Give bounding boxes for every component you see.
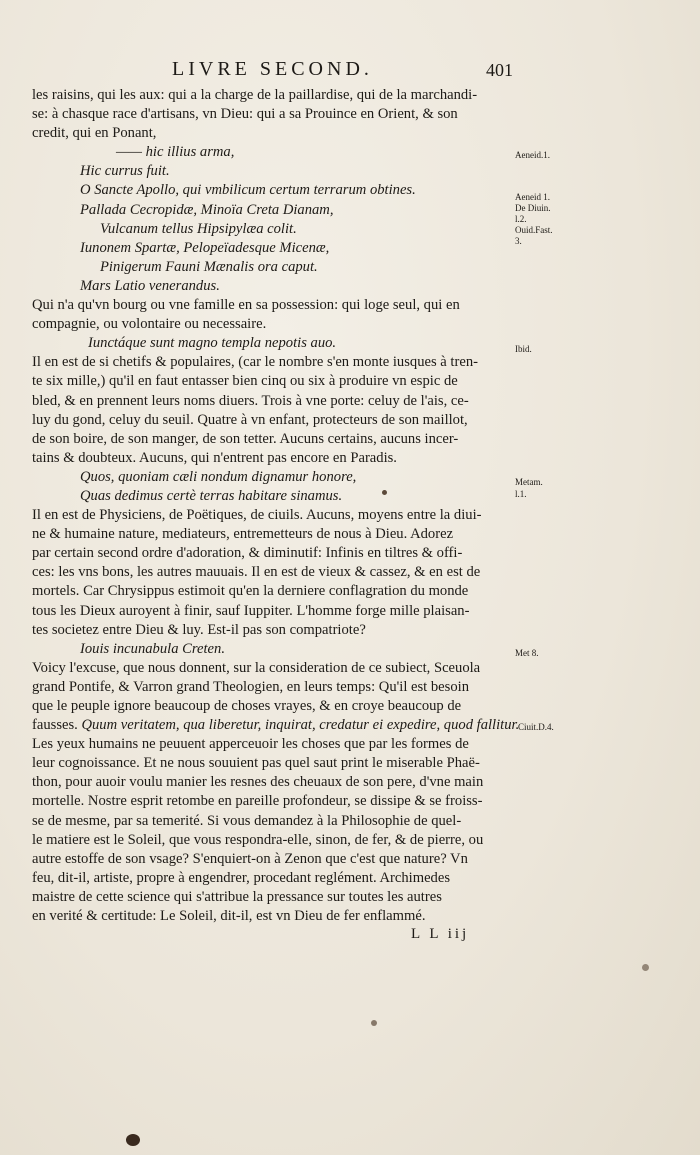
page-header bbox=[0, 58, 700, 84]
text-line: par certain second ordre d'adoration, & diminutif: Infinis en tiltres & offi- bbox=[32, 545, 463, 562]
text-line: Il en est de si chetifs & populaires, (car le nombre s'en monte iusques à tren- bbox=[32, 354, 478, 371]
text-line: compagnie, ou volontaire ou necessaire. bbox=[32, 316, 267, 333]
text-line: luy du gond, celuy du seuil. Quatre à vn enfant, protecteurs de son maillot, bbox=[32, 411, 468, 428]
text-line: ne & humaine nature, mediateurs, entremetteurs de nous à Dieu. Adorez bbox=[32, 526, 454, 543]
text-line: credit, qui en Ponant, bbox=[32, 125, 157, 142]
latin-quote-line: —— hic illius arma, bbox=[116, 144, 235, 161]
page-number: 401 bbox=[486, 60, 513, 80]
text-line: tous les Dieux auroyent à finir, sauf Iuppiter. L'homme forge mille plaisan- bbox=[32, 602, 470, 619]
text-line: maistre de cette science qui s'attribue la pressance sur toutes les autres bbox=[32, 888, 442, 905]
text-segment: fausses. bbox=[32, 717, 78, 734]
latin-quote-line: Pinigerum Fauni Mænalis ora caput. bbox=[100, 258, 318, 275]
text-line: grand Pontife, & Varron grand Theologien, en leurs temps: Qu'il est besoin bbox=[32, 678, 469, 695]
text-line: leur cognoissance. Et ne nous souuient pas quel saut print le miserable Phaë- bbox=[32, 755, 480, 772]
text-line-mixed bbox=[32, 716, 520, 735]
latin-quote-line: Mars Latio venerandus. bbox=[80, 277, 220, 294]
text-line: tes societez entre Dieu & luy. Est-il pas son compatriote? bbox=[32, 621, 366, 638]
running-title: LIVRE SECOND. bbox=[172, 58, 373, 80]
margin-note: Aeneid 1. bbox=[515, 192, 550, 202]
text-line: te six mille,) qu'il en faut entasser bien cinq ou six à produire vn espic de bbox=[32, 373, 458, 390]
text-line: en verité & certitude: Le Soleil, dit-il, est vn Dieu de fer enflammé. bbox=[32, 908, 426, 925]
ink-spot bbox=[642, 964, 649, 971]
text-line: autre estoffe de son vsage? S'enquiert-on à Zenon que c'est que nature? Vn bbox=[32, 850, 468, 867]
text-line: les raisins, qui les aux: qui a la charge de la paillardise, qui de la marchandi- bbox=[32, 87, 478, 103]
latin-quote-line: Quos, quoniam cæli nondum dignamur honore, bbox=[80, 468, 357, 485]
ink-spot bbox=[126, 1134, 140, 1146]
ink-spot bbox=[371, 1020, 377, 1026]
ink-spot bbox=[382, 490, 387, 495]
latin-quote-line: Iunonem Spartæ, Pelopeïadesque Micenæ, bbox=[80, 239, 330, 256]
text-line: se de mesme, par sa temerité. Si vous demandez à la Philosophie de quel- bbox=[32, 812, 462, 829]
text-line: Les yeux humains ne peuuent apperceuoir les choses que par les formes de bbox=[32, 736, 469, 753]
margin-note: De Diuin. bbox=[515, 203, 551, 213]
margin-note: Ouid.Fast. bbox=[515, 225, 553, 235]
margin-note: Met 8. bbox=[515, 648, 539, 658]
text-line: le matiere est le Soleil, que vous respondra-elle, sinon, de fer, & de pierre, ou bbox=[32, 831, 484, 848]
text-line: feu, dit-il, artiste, propre à engendrer, procedant reglément. Archimedes bbox=[32, 869, 451, 886]
text-line: de son boire, de son manger, de son tetter. Aucuns certains, aucuns incer- bbox=[32, 430, 459, 447]
latin-quote-line: Pallada Cecropidæ, Minoïa Creta Dianam, bbox=[80, 201, 334, 218]
latin-inline-quote: Quum veritatem, qua liberetur, inquirat, credatur ei expedire, quod fallitur. bbox=[81, 717, 520, 734]
text-line: ces: les vns bons, les autres mauuais. Il en est de vieux & cassez, & en est de bbox=[32, 564, 481, 581]
margin-note: Ciuit.D.4. bbox=[518, 722, 554, 732]
text-line: tains & doubteux. Aucuns, qui n'entrent pas encore en Paradis. bbox=[32, 449, 397, 466]
latin-quote-line: Hic currus fuit. bbox=[80, 163, 170, 180]
latin-quote-line: O Sancte Apollo, qui vmbilicum certum terrarum obtines. bbox=[80, 182, 416, 199]
text-line: Il en est de Physiciens, de Poëtiques, de ciuils. Aucuns, moyens entre la diui- bbox=[32, 507, 482, 524]
margin-note: Metam. bbox=[515, 477, 543, 487]
latin-quote-line: Iouis incunabula Creten. bbox=[80, 640, 225, 657]
text-line: mortels. Car Chrysippus estimoit qu'en la derniere conflagration du monde bbox=[32, 583, 469, 600]
latin-quote-line: Iunctáque sunt magno templa nepotis auo. bbox=[88, 335, 337, 352]
margin-note: l.1. bbox=[515, 489, 527, 499]
margin-note: Aeneid.1. bbox=[515, 150, 550, 160]
text-line: Voicy l'excuse, que nous donnent, sur la consideration de ce subiect, Sceuola bbox=[32, 659, 481, 676]
text-line: que le peuple ignore beaucoup de choses vrayes, & en croye beaucoup de bbox=[32, 698, 462, 714]
text-line: mortelle. Nostre esprit retombe en pareille profondeur, se dissipe & se froiss- bbox=[32, 793, 483, 810]
signature-mark: L L iij bbox=[411, 926, 470, 942]
text-line: bled, & en prennent leurs noms diuers. Trois à vne porte: celuy de l'ais, ce- bbox=[32, 392, 469, 409]
latin-quote-line: Quas dedimus certè terras habitare sinamus. bbox=[80, 487, 343, 504]
text-line: Qui n'a qu'vn bourg ou vne famille en sa possession: qui loge seul, qui en bbox=[32, 297, 460, 314]
main-text bbox=[32, 86, 520, 926]
text-line: thon, pour auoir voulu manier les resnes des cheuaux de son pere, d'vne main bbox=[32, 774, 484, 791]
margin-note: Ibid. bbox=[515, 344, 532, 354]
margin-note: 3. bbox=[515, 236, 522, 246]
latin-quote-line: Vulcanum tellus Hipsipylæa colit. bbox=[100, 220, 297, 237]
margin-note: l.2. bbox=[515, 214, 527, 224]
text-line: se: à chasque race d'artisans, vn Dieu: qui a sa Prouince en Orient, & son bbox=[32, 106, 458, 123]
